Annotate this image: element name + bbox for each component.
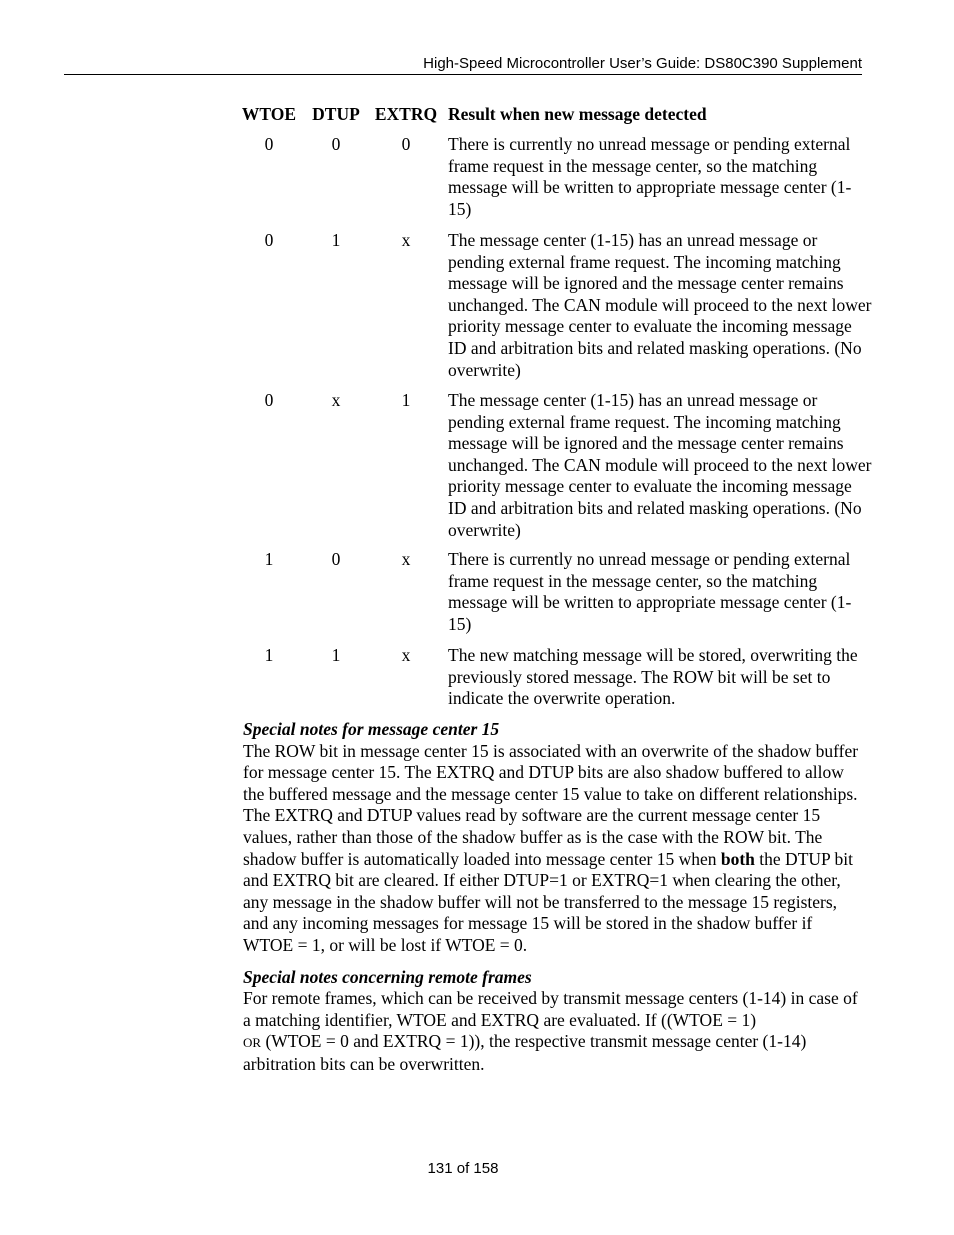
mc15-notes-paragraph [243, 741, 865, 957]
cell-dtup: 0 [331, 134, 341, 154]
cell-extrq: 1 [401, 390, 411, 410]
cell-dtup: 1 [331, 230, 341, 250]
column-header-extrq: EXTRQ [374, 104, 438, 124]
table-row [238, 134, 878, 230]
result-table [238, 104, 878, 720]
cell-dtup: x [331, 390, 341, 410]
mc15-bold-word: both [720, 848, 755, 869]
column-header-dtup: DTUP [312, 104, 360, 124]
column-header-wtoe: WTOE [241, 104, 297, 124]
notes-section [243, 719, 865, 1076]
remote-notes-heading: Special notes concerning remote frames [243, 966, 532, 987]
mc15-text-part-2: the DTUP bit and EXTRQ bit are cleared. If either DTUP=1 or EXTRQ=1 when clearing the other, any message in the shadow buffer will not be transferred to the message 15 registers, and any incoming messages for message 15 will be stored in the shadow buffer if WTOE = 1, or will be lost if WTOE = 0. [243, 848, 853, 955]
column-header-result: Result when new message detected [448, 104, 707, 124]
cell-extrq: 0 [401, 134, 411, 154]
remote-or-word: OR [243, 1035, 262, 1051]
remote-text-part-1: For remote frames, which can be received by transmit message centers (1-14) in case of a matching identifier, WTOE and EXTRQ are evaluated. If ((WTOE = 1) [243, 988, 858, 1030]
table-row [238, 549, 878, 645]
cell-result: There is currently no unread message or pending external frame request in the message center, so the matching message will be written to appropriate message center (1-15) [448, 134, 852, 219]
cell-result: The message center (1-15) has an unread message or pending external frame request. The incoming matching message will be ignored and the message center remains unchanged. The CAN module will proceed to the next lower priority message center to evaluate the incoming message ID and arbitration bits and related masking operations. (No overwrite) [448, 230, 872, 380]
table-row [238, 645, 878, 720]
table-row [238, 230, 878, 390]
cell-wtoe: 0 [264, 230, 274, 250]
cell-result: There is currently no unread message or pending external frame request in the message center, so the matching message will be written to appropriate message center (1-15) [448, 549, 852, 634]
cell-dtup: 0 [331, 549, 341, 569]
cell-wtoe: 1 [264, 645, 274, 665]
mc15-notes-heading: Special notes for message center 15 [243, 719, 500, 739]
cell-wtoe: 1 [264, 549, 274, 569]
cell-result: The new matching message will be stored, overwriting the previously stored message. The ROW bit will be set to indicate the overwrite operation. [448, 645, 858, 709]
cell-wtoe: 0 [264, 390, 274, 410]
remote-notes-paragraph [243, 988, 865, 1075]
page-number: 131 of 158 [427, 1160, 499, 1177]
page-header: High-Speed Microcontroller User’s Guide: DS80C390 Supplement [64, 55, 862, 75]
cell-extrq: x [401, 645, 411, 665]
mc15-text-part-1: The ROW bit in message center 15 is associated with an overwrite of the shadow buffer for message center 15. The EXTRQ and DTUP bits are also shadow buffered to allow the buffered message and the message center 15 value to take on different relationships. The EXTRQ and DTUP values read by software are the current message center 15 values, rather than those of the shadow buffer as is the case with the ROW bit. The shadow buffer is automatically loaded into message center 15 when [243, 740, 859, 869]
cell-dtup: 1 [331, 645, 341, 665]
table-header-row [238, 104, 878, 134]
cell-result: The message center (1-15) has an unread message or pending external frame request. The incoming matching message will be ignored and the message center remains unchanged. The CAN module will proceed to the next lower priority message center to evaluate the incoming message ID and arbitration bits and related masking operations. (No overwrite) [448, 390, 872, 540]
table-row [238, 390, 878, 549]
cell-extrq: x [401, 230, 411, 250]
cell-wtoe: 0 [264, 134, 274, 154]
cell-extrq: x [401, 549, 411, 569]
remote-text-part-2: (WTOE = 0 and EXTRQ = 1)), the respective transmit message center (1-14) arbitration bits can be overwritten. [243, 1031, 807, 1074]
